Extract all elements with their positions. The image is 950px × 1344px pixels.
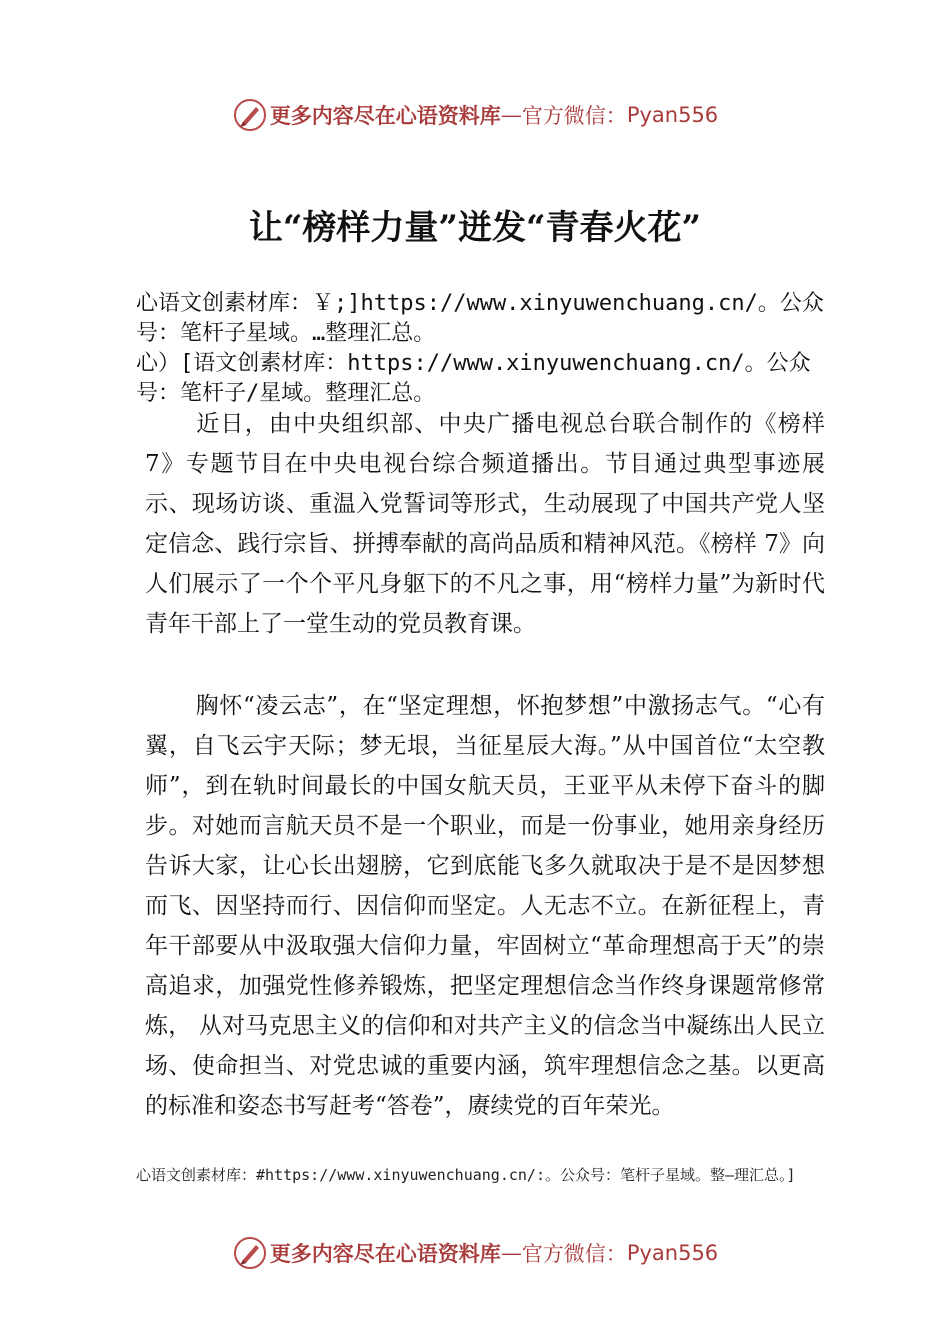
banner-wechat-id: Pyan556 (626, 103, 719, 127)
banner-separator: — (500, 1241, 522, 1265)
footer-source-note: 心语文创素材库：#https://www.xinyuwenchuang.cn/:。公众号：笔杆子星域。整—理汇总。] (136, 1166, 796, 1184)
banner-wechat-label: 官方微信： (521, 1242, 627, 1266)
paragraph-1 (145, 404, 825, 644)
header-banner (0, 95, 950, 135)
banner-text: 更多内容尽在心语资料库 (269, 103, 501, 128)
source-note-2: 心）[语文创素材库：https://www.xinyuwenchuang.cn/。公众号：笔杆子/星域。整理汇总。 (136, 351, 811, 406)
paragraph-2 (145, 686, 825, 1126)
paragraph-1-text: 近日，由中央组织部、中央广播电视总台联合制作的《榜样 7》专题节目在中央电视台综合频道播出。节目通过典型事迹展示、现场访谈、重温入党誓词等形式，生动展现了中国共产党人坚定信念、践行宗旨、拼搏奉献的高尚品质和精神风范。《榜样 7》向人们展示了一个个平凡身躯下的不凡之事，用“榜样力量”为新时代青年干部上了一堂生动的党员教育课。 (145, 411, 825, 637)
document-title: 让“榜样力量”迸发“青春火花” (248, 208, 702, 248)
paragraph-2-text: 胸怀“凌云志”，在“坚定理想，怀抱梦想”中激扬志气。“心有翼，自飞云宇天际；梦无垠，当征星辰大海。”从中国首位“太空教师”，到在轨时间最长的中国女航天员，王亚平从未停下奋斗的脚步。对她而言航天员不是一个职业，而是一份事业，她用亲身经历告诉大家，让心长出翅膀，它到底能飞多久就取决于是不是因梦想而飞、因坚持而行、因信仰而坚定。人无志不立。在新征程上，青年干部要从中汲取强大信仰力量，牢固树立“革命理想高于天”的崇高追求，加强党性修养锻炼，把坚定理想信念当作终身课题常修常炼， 从对马克思主义的信仰和对共产主义的信念当中凝练出人民立场、使命担当、对党忠诚的重要内涵，筑牢理想信念之基。以更高的标准和姿态书写赶考“答卷”，赓续党的百年荣光。 (145, 693, 825, 1119)
source-note-1: 心语文创素材库：￥;]https://www.xinyuwenchuang.cn/。公众号：笔杆子星域。…整理汇总。 (136, 291, 824, 346)
banner-wechat-id: Pyan556 (626, 1241, 719, 1265)
pen-logo-icon (232, 97, 268, 133)
banner-text: 更多内容尽在心语资料库 (269, 1241, 501, 1266)
banner-separator: — (500, 103, 522, 127)
banner-wechat-label: 官方微信： (521, 104, 627, 128)
footer-banner (0, 1233, 950, 1273)
pen-logo-icon (232, 1235, 268, 1271)
